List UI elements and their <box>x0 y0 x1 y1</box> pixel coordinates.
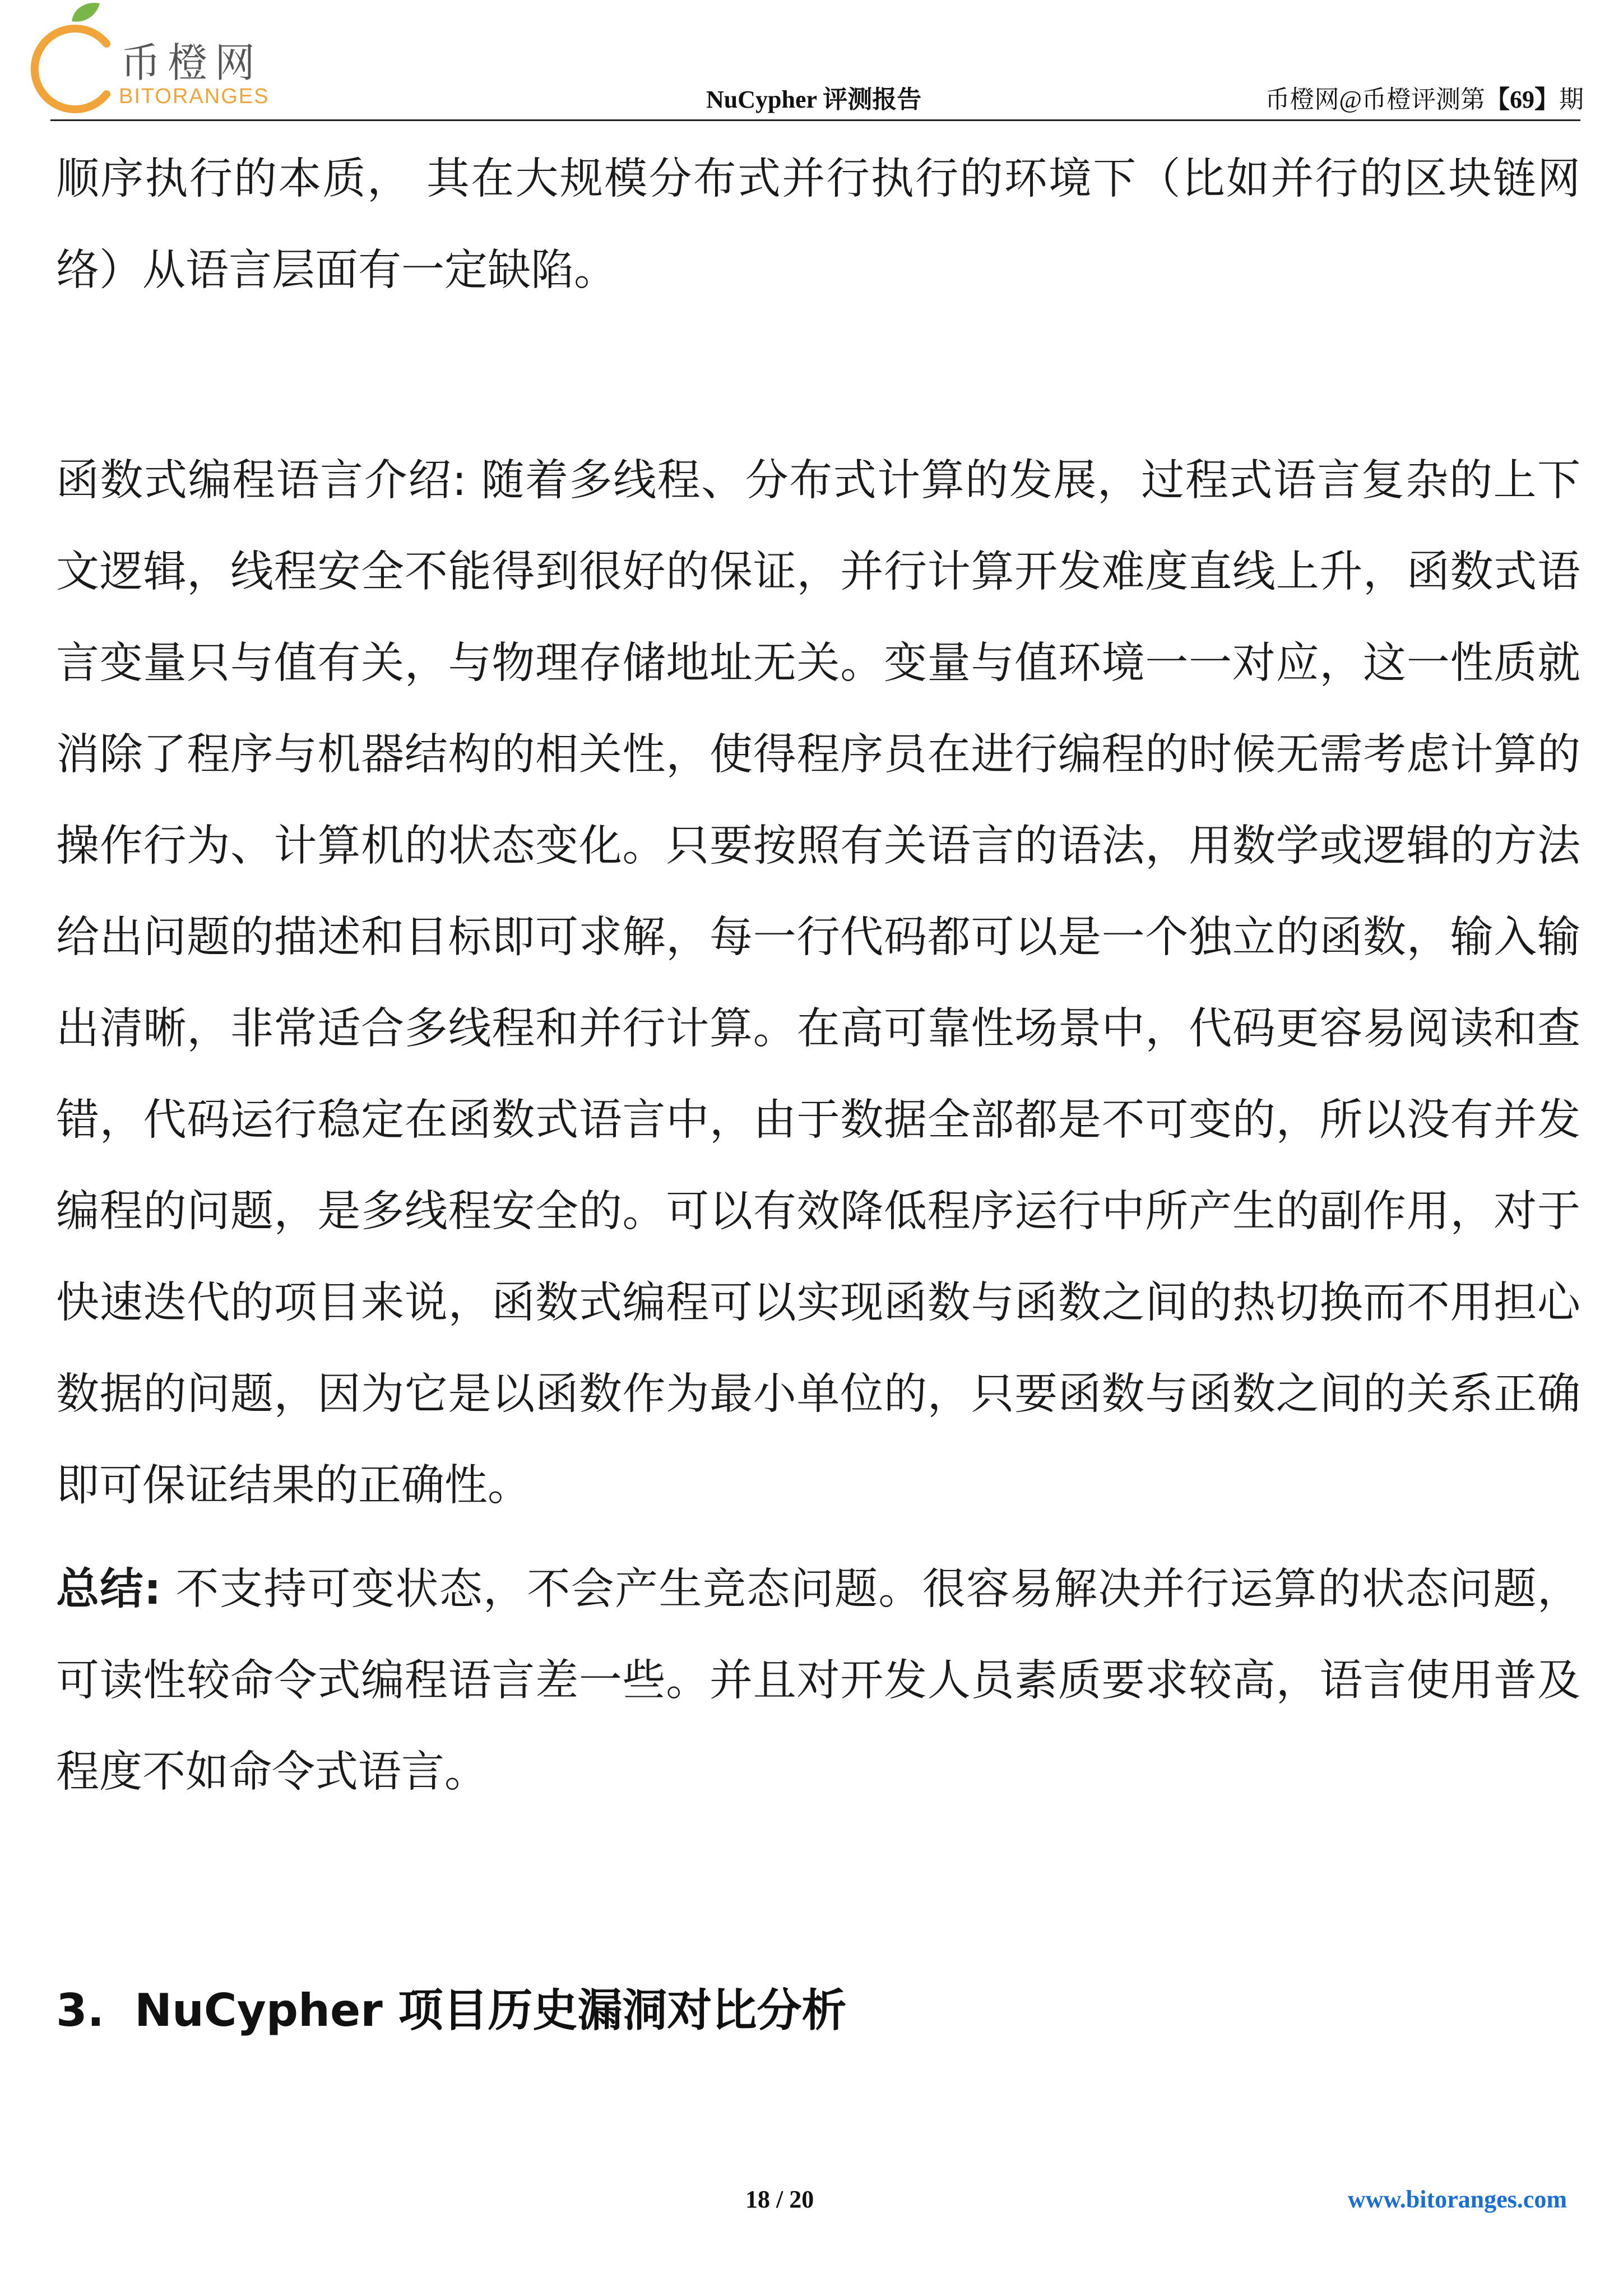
orange-logo-icon <box>22 0 129 118</box>
section-title: NuCypher 项目历史漏洞对比分析 <box>135 1984 847 2036</box>
header-divider <box>50 119 1580 121</box>
bitoranges-logo <box>22 0 291 118</box>
website-link[interactable]: www.bitoranges.com <box>1347 2186 1567 2213</box>
logo-english-text: BITORANGES <box>119 85 270 108</box>
issue-suffix: 期 <box>1559 86 1584 113</box>
page-header <box>0 0 1623 121</box>
issue-prefix: 币橙网@币橙评测第 <box>1265 86 1485 113</box>
issue-number: 【69】 <box>1485 86 1559 113</box>
document-body <box>56 133 1580 2056</box>
spacer <box>56 1818 1580 1965</box>
intro-paragraph: 顺序执行的本质， 其在大规模分布式并行执行的环境下（比如并行的区块链网络）从语言层面有一定缺陷。 <box>56 154 1580 295</box>
summary-label: 总结: <box>56 1564 161 1614</box>
summary-paragraph <box>56 1544 1580 1818</box>
page-number: 18 / 20 <box>745 2186 814 2213</box>
summary-text: 不支持可变状态，不会产生竞态问题。很容易解决并行运算的状态问题，可读性较命令式编程语言差一些。并且对开发人员素质要求较高，语言使用普及程度不如命令式语言。 <box>56 1564 1580 1797</box>
section-heading <box>56 1965 1580 2056</box>
section-number: 3. <box>56 1984 105 2036</box>
issue-label <box>1265 85 1584 114</box>
functional-language-paragraph: 函数式编程语言介绍: 随着多线程、分布式计算的发展，过程式语言复杂的上下文逻辑，线程安全不能得到很好的保证，并行计算开发难度直线上升，函数式语言变量只与值有关，与物理存储地址无关。变量与值环境一一对应，这一性质就消除了程序与机器结构的相关性，使得程序员在进行编程的时候无需考虑计算的操作行为、计算机的状态变化。只要按照有关语言的语法，用数学或逻辑的方法给出问题的描述和目标即可求解，每一行代码都可以是一个独立的函数，输入输出清晰，非常适合多线程和并行计算。在高可靠性场景中，代码更容易阅读和查错，代码运行稳定在函数式语言中，由于数据全部都是不可变的，所以没有并发编程的问题，是多线程安全的。可以有效降低程序运行中所产生的副作用，对于快速迭代的项目来说，函数式编程可以实现函数与函数之间的热切换而不用担心数据的问题，因为它是以函数作为最小单位的，只要函数与函数之间的关系正确即可保证结果的正确性。 <box>56 456 1580 1511</box>
spacer <box>56 1531 1580 1544</box>
logo-chinese-text: 币橙网 <box>120 39 262 86</box>
spacer <box>56 316 1580 435</box>
report-title: NuCypher 评测报告 <box>706 86 922 113</box>
